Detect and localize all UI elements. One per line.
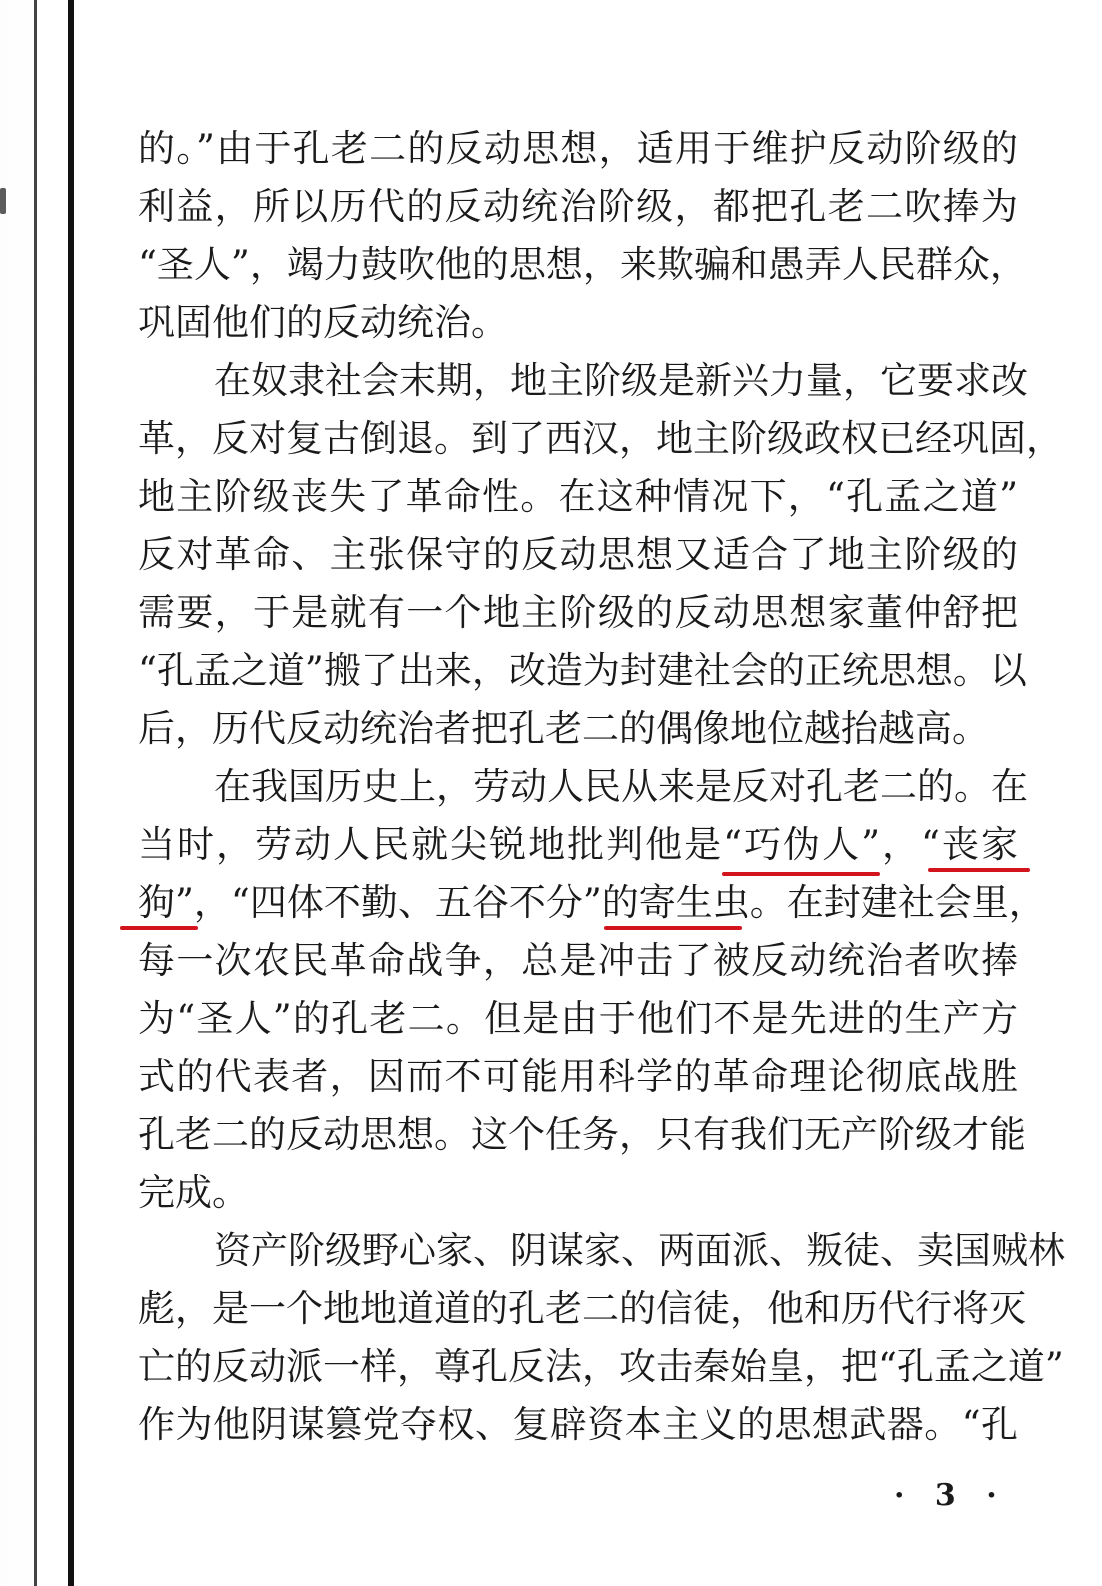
text-line: 为“圣人”的孔老二。但是由于他们不是先进的生产方 — [138, 997, 1018, 1040]
underline-jishengchong — [604, 926, 742, 930]
underline-sangjiagou-2 — [120, 926, 198, 930]
text-line: 利益，所以历代的反动统治阶级，都把孔老二吹捧为 — [138, 185, 1018, 228]
text-line: 在奴隶社会末期，地主阶级是新兴力量，它要求改 — [214, 359, 1028, 402]
text-line: “圣人”，竭力鼓吹他的思想，来欺骗和愚弄人民群众， — [138, 243, 1027, 286]
text-line: 狗”，“四体不勤、五谷不分”的寄生虫。在封建社会里， — [138, 881, 1046, 924]
body-text — [138, 120, 1065, 1454]
text-line: 每一次农民革命战争，总是冲击了被反动统治者吹捧 — [138, 939, 1018, 982]
text-line: 反对革命、主张保守的反动思想又适合了地主阶级的 — [138, 533, 1018, 576]
text-line: 巩固他们的反动统治。 — [138, 301, 508, 344]
text-line: “孔孟之道”搬了出来，改造为封建社会的正统思想。以 — [138, 649, 1027, 692]
text-line: 在我国历史上，劳动人民从来是反对孔老二的。在 — [214, 765, 1028, 808]
page-binding-line — [68, 0, 74, 1586]
scan-artifact-mark — [0, 188, 6, 214]
text-line: 彪，是一个地地道道的孔老二的信徒，他和历代行将灭 — [138, 1287, 1026, 1330]
text-line: 作为他阴谋篡党夺权、复辟资本主义的思想武器。“孔 — [138, 1403, 1018, 1446]
text-line: 式的代表者，因而不可能用科学的革命理论彻底战胜 — [138, 1055, 1018, 1098]
underline-qiaoweiren — [722, 872, 880, 876]
text-line: 资产阶级野心家、阴谋家、两面派、叛徒、卖国贼林 — [214, 1229, 1065, 1272]
text-line: 孔老二的反动思想。这个任务，只有我们无产阶级才能 — [138, 1113, 1026, 1156]
underline-sangjiagou-1 — [928, 868, 1030, 872]
text-line: 当时，劳动人民就尖锐地批判他是“巧伪人”，“丧家 — [138, 823, 1018, 866]
page-number: · 3 · — [894, 1478, 1007, 1513]
text-line: 亡的反动派一样，尊孔反法，攻击秦始皇，把“孔孟之道” — [138, 1345, 1064, 1388]
text-line: 地主阶级丧失了革命性。在这种情况下，“孔孟之道” — [138, 475, 1018, 518]
text-line: 后，历代反动统治者把孔老二的偶像地位越抬越高。 — [138, 707, 989, 750]
scan-edge-line — [34, 0, 37, 1586]
text-line: 需要，于是就有一个地主阶级的反动思想家董仲舒把 — [138, 591, 1018, 634]
text-line: 革，反对复古倒退。到了西汉，地主阶级政权已经巩固， — [138, 417, 1063, 460]
text-line: 的。”由于孔老二的反动思想，适用于维护反动阶级的 — [138, 127, 1018, 170]
text-line: 完成。 — [138, 1171, 249, 1214]
